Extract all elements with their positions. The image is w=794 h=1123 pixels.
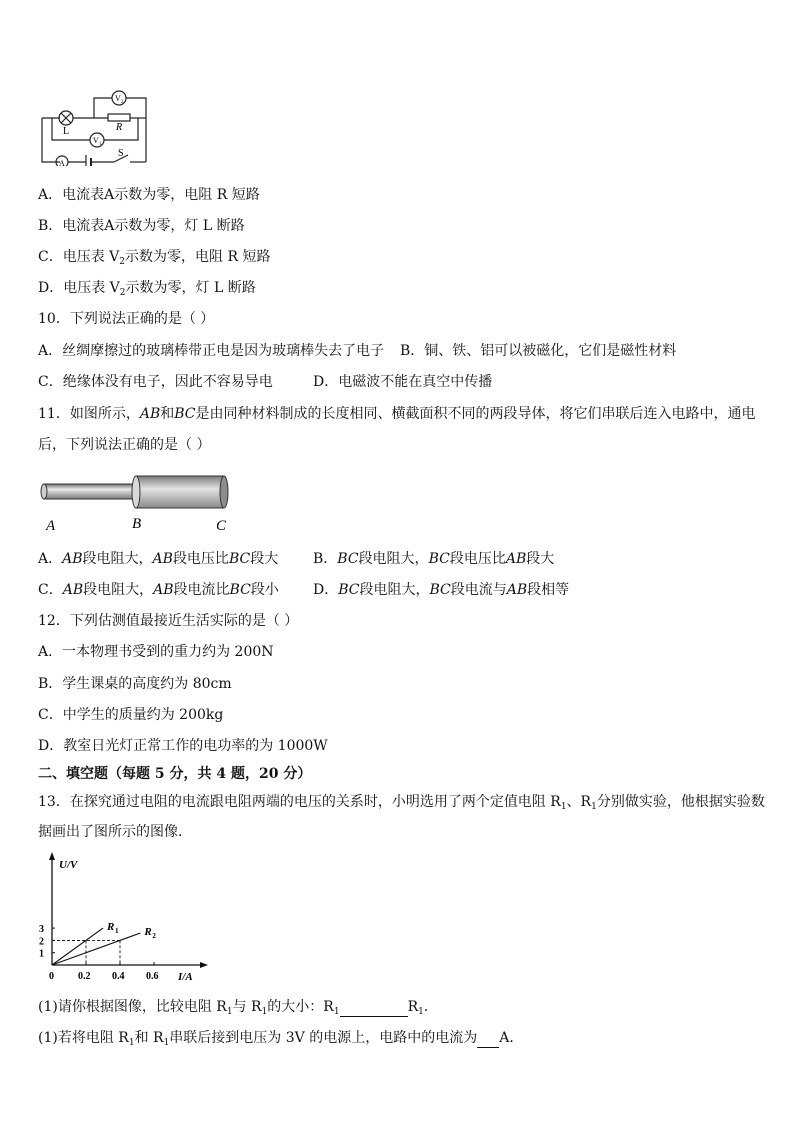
- x-tick-label: 0.6: [146, 971, 159, 982]
- conductor-figure: [38, 470, 238, 536]
- q11-stem-line2: 后，下列说法正确的是（ ）: [38, 437, 211, 453]
- q11-stem-line1: 11．如图所示，AB和BC是由同种材料制成的长度相同、横截面积不同的两段导体，将它们串联后连入电路中，通电: [38, 406, 756, 422]
- q9-option-d: D．电压表 $V_2$示数为零，灯 L 断路: [38, 280, 256, 298]
- answer-blank-2[interactable]: [477, 1029, 499, 1048]
- q10-stem: 10．下列说法正确的是（ ）: [38, 311, 215, 327]
- q11-option-a: A．AB段电阻大，AB段电压比BC段大: [38, 551, 279, 567]
- resistor-label: R: [116, 122, 123, 133]
- q12-option-a: A．一本物理书受到的重力约为 200N: [38, 644, 274, 660]
- y-axis-label: U/V: [59, 859, 78, 871]
- x-tick-label: 0.2: [78, 971, 91, 982]
- series-line-r1: [52, 928, 103, 965]
- q12-option-c: C．中学生的质量约为 200kg: [38, 707, 224, 723]
- q12-option-d: D．教室日光灯正常工作的电功率的为 1000W: [38, 738, 328, 754]
- conductor-label-b: B: [132, 516, 142, 532]
- series-line-r2: [52, 933, 140, 965]
- conductor-label-a: A: [46, 518, 56, 534]
- q9-option-b: B．电流表A示数为零，灯 L 断路: [38, 218, 245, 234]
- series-label-sub: 1: [115, 927, 119, 936]
- origin-label: 0: [49, 971, 54, 982]
- x-axis-label: I/A: [178, 971, 193, 983]
- circuit-diagram: [38, 86, 150, 166]
- y-tick-label: 2: [39, 936, 44, 948]
- q9-option-c: C．电压表 $V_2$示数为零，电阻 R 短路: [38, 249, 271, 267]
- q13-part1: (1)请你根据图像，比较电阻 $R_1$与 $R_1$的大小：$R_1$ $R_1$．: [38, 999, 438, 1017]
- voltmeter-v2-sub: 2: [121, 100, 124, 105]
- q10-option-b: B．铜、铁、铝可以被磁化，它们是磁性材料: [400, 343, 677, 359]
- q10-option-c: C．绝缘体没有电子，因此不容易导电: [38, 374, 273, 390]
- q13-stem-line2: 据画出了图所示的图像．: [38, 824, 192, 840]
- q13-part2: (1)若将电阻 $R_1$和 $R_1$串联后接到电压为 3V 的电源上，电路中的电流为 A．: [38, 1030, 524, 1048]
- y-axis-arrow: [49, 852, 55, 860]
- q11-option-b: B．BC段电阻大，BC段电压比AB段大: [313, 551, 555, 567]
- switch-label: S: [118, 148, 124, 159]
- lamp-label: L: [63, 126, 70, 137]
- y-tick-label: 1: [39, 948, 44, 960]
- series-label-r2: R: [144, 926, 152, 939]
- section-title: 二、填空题（每题 5 分，共 4 题，20 分）: [38, 766, 312, 782]
- q12-stem: 12．下列估测值最接近生活实际的是（ ）: [38, 613, 299, 629]
- q13-stem-line1: 13．在探究通过电阻的电流跟电阻两端的电压的关系时，小明选用了两个定值电阻 $R_1$、$R_1$分别做实验，他根据实验数: [38, 794, 765, 812]
- x-axis-arrow: [200, 962, 208, 968]
- q10-option-d: D．电磁波不能在真空中传播: [313, 374, 493, 390]
- voltmeter-v1-label: V: [93, 136, 99, 145]
- ammeter-label: A: [59, 159, 65, 166]
- q9-option-a: A．电流表A示数为零，电阻 R 短路: [38, 187, 260, 203]
- conductor-label-c: C: [216, 518, 227, 534]
- u-i-graph: [32, 850, 212, 990]
- q10-option-a: A．丝绸摩擦过的玻璃棒带正电是因为玻璃棒失去了电子: [38, 343, 385, 359]
- series-label-sub: 2: [152, 932, 156, 941]
- q12-option-b: B．学生课桌的高度约为 80cm: [38, 676, 232, 692]
- answer-blank-1[interactable]: [340, 998, 408, 1017]
- voltmeter-v2-label: V: [115, 94, 121, 103]
- y-tick-label: 3: [39, 924, 44, 936]
- series-label-r1: R: [107, 921, 115, 934]
- q11-option-d: D．BC段电阻大，BC段电流与AB段相等: [313, 582, 570, 598]
- voltmeter-v1-sub: 1: [99, 142, 102, 147]
- q11-option-c: C．AB段电阻大，AB段电流比BC段小: [38, 582, 279, 598]
- x-tick-label: 0.4: [112, 971, 125, 982]
